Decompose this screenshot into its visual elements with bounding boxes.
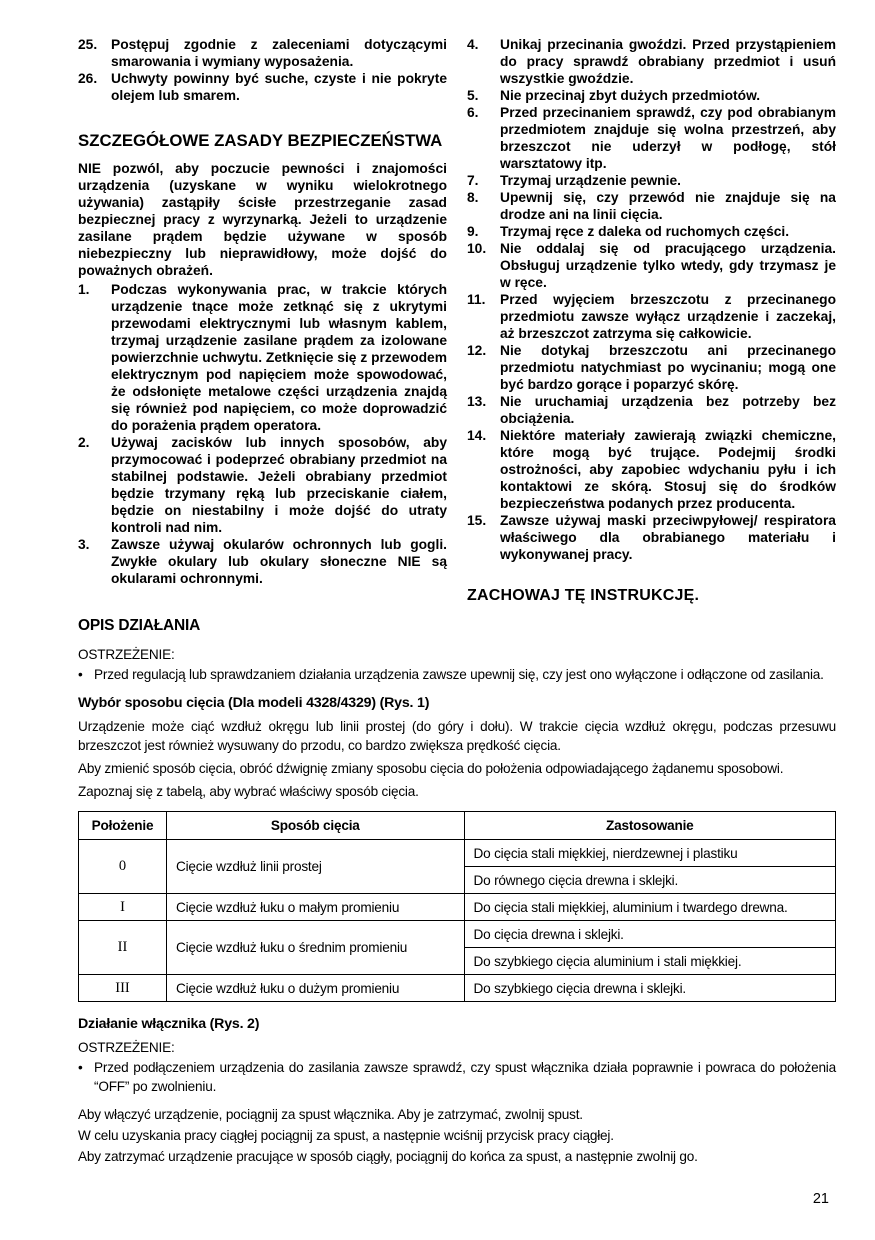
cutting-mode-table bbox=[78, 811, 836, 1002]
safety-item bbox=[78, 281, 447, 434]
column-header-position: Położenie bbox=[79, 812, 167, 840]
position-value: III bbox=[79, 975, 167, 1002]
item-number: 10. bbox=[467, 241, 487, 256]
switch-section-heading: Działanie włącznika (Rys. 2) bbox=[78, 1016, 260, 1032]
item-number: 1. bbox=[78, 282, 90, 297]
mode-value: Cięcie wzdłuż łuku o dużym promieniu bbox=[166, 975, 464, 1002]
item-text: Podczas wykonywania prac, w trakcie których urządzenie tnące może zetknąć się z ukrytymi przewodami elektrycznymi lub własnym kablem, trzymaj urządzenie zasilane prądem za izolowane powierzchnie uchwytu. Zetknięcie się z przewodem elektrycznym pod napięciem może spowodować, że odsłonięte metalowe części urządzenia znajdą się również pod napięciem, co może doprowadzić do porażenia prądem operatora. bbox=[111, 282, 447, 433]
item-number: 11. bbox=[467, 292, 486, 307]
mode-section-heading: Wybór sposobu cięcia (Dla modeli 4328/4329) (Rys. 1) bbox=[78, 695, 430, 711]
item-number: 9. bbox=[467, 224, 479, 239]
item-text: Zawsze używaj okularów ochronnych lub gogli. Zwykłe okulary lub okulary słoneczne NIE są okularami ochronnymi. bbox=[111, 537, 447, 586]
bullet-icon: • bbox=[78, 667, 83, 682]
table-row bbox=[79, 894, 836, 921]
item-text: Postępuj zgodnie z zaleceniami dotyczącymi smarowania i wymiany wyposażenia. bbox=[111, 37, 447, 69]
switch-section bbox=[78, 1015, 836, 1166]
table-row bbox=[79, 975, 836, 1002]
item-number: 26. bbox=[78, 71, 98, 86]
safety-item bbox=[467, 172, 836, 189]
item-text: Nie oddalaj się od pracującego urządzenia. Obsługuj urządzenie tylko wtedy, gdy trzymasz je w ręce. bbox=[500, 241, 836, 290]
item-text: Przed przecinaniem sprawdź, czy pod obrabianym przedmiotem znajduje się wolna przestrzeń, aby brzeszczot nie uderzył w podłogę, stół warsztatowy itp. bbox=[500, 105, 836, 171]
item-number: 15. bbox=[467, 513, 487, 528]
table-row bbox=[79, 921, 836, 948]
table-row bbox=[79, 840, 836, 867]
item-text: Uchwyty powinny być suche, czyste i nie pokryte olejem lub smarem. bbox=[111, 71, 447, 103]
switch-paragraph: Aby zatrzymać urządzenie pracujące w sposób ciągły, pociągnij do końca za spust, a następnie zwolnij go. bbox=[78, 1149, 698, 1164]
mode-value: Cięcie wzdłuż linii prostej bbox=[166, 840, 464, 894]
save-instruction-heading: ZACHOWAJ TĘ INSTRUKCJĘ. bbox=[467, 587, 700, 604]
item-text: Nie uruchamiaj urządzenia bez potrzeby bez obciążenia. bbox=[500, 394, 836, 426]
warning-text: Przed regulacją lub sprawdzaniem działania urządzenia zawsze upewnij się, czy jest ono wyłączone i odłączone od zasilania. bbox=[94, 667, 824, 682]
item-text: Unikaj przecinania gwoździ. Przed przystąpieniem do pracy sprawdź obrabiany przedmiot i usuń wszystkie gwoździe. bbox=[500, 37, 836, 86]
safety-item bbox=[467, 87, 836, 104]
item-number: 13. bbox=[467, 394, 487, 409]
safety-item bbox=[467, 393, 836, 427]
column-header-application: Zastosowanie bbox=[464, 812, 835, 840]
item-text: Nie dotykaj brzeszczotu ani przecinanego przedmiotu natychmiast po wycinaniu; mogą one być bardzo gorące i poparzyć skórę. bbox=[500, 343, 836, 392]
bullet-icon: • bbox=[78, 1060, 83, 1075]
item-text: Upewnij się, czy przewód nie znajduje się na drodze ani na linii cięcia. bbox=[500, 190, 836, 222]
safety-item bbox=[467, 240, 836, 291]
safety-section-heading: SZCZEGÓŁOWE ZASADY BEZPIECZEŃSTWA bbox=[78, 131, 443, 150]
safety-item bbox=[78, 36, 447, 70]
item-text: Przed wyjęciem brzeszczotu z przecinanego przedmiotu zawsze wyłącz urządzenie i zaczekaj, aż brzeszczot zatrzyma się całkowicie. bbox=[500, 292, 836, 341]
item-text: Trzymaj urządzenie pewnie. bbox=[500, 173, 681, 188]
safety-item bbox=[467, 512, 836, 563]
item-number: 6. bbox=[467, 105, 479, 120]
item-number: 4. bbox=[467, 37, 479, 52]
safety-item bbox=[78, 70, 447, 104]
safety-item bbox=[467, 291, 836, 342]
safety-item bbox=[78, 536, 447, 587]
item-text: Używaj zacisków lub innych sposobów, aby przymocować i podeprzeć obrabiany przedmiot na stabilnej podstawie. Jeżeli obrabiany przedmiot będzie trzymany ręką lub przeciskanie ciałem, będzie on niestabilny i może dojść do utraty kontroli nad nim. bbox=[111, 435, 447, 535]
item-text: Trzymaj ręce z daleka od ruchomych części. bbox=[500, 224, 790, 239]
mode-value: Cięcie wzdłuż łuku o średnim promieniu bbox=[166, 921, 464, 975]
item-text: Nie przecinaj zbyt dużych przedmiotów. bbox=[500, 88, 761, 103]
safety-item bbox=[78, 434, 447, 536]
switch-paragraphs bbox=[78, 1105, 836, 1166]
safety-item bbox=[467, 342, 836, 393]
item-number: 3. bbox=[78, 537, 90, 552]
safety-intro-paragraph: NIE pozwól, aby poczucie pewności i znajomości urządzenia (uzyskane w wyniku wielokrotnego używania) zastąpiły ścisłe przestrzeganie zasad bezpiecznej pracy z wyrzynarką. Jeżeli to urządzenie zasilane prądem będzie używane w sposób niebezpieczny lub nieprawidłowy, może dojść do poważnych obrażeń. bbox=[78, 161, 447, 278]
warning-text: Przed podłączeniem urządzenia do zasilania zawsze sprawdź, czy spust włącznika działa poprawnie i powraca do położenia “OFF” po zwolnieniu. bbox=[94, 1060, 836, 1094]
application-value: Do równego cięcia drewna i sklejki. bbox=[464, 867, 835, 894]
item-number: 25. bbox=[78, 37, 98, 52]
page-number: 21 bbox=[812, 1191, 829, 1207]
operation-heading: OPIS DZIAŁANIA bbox=[78, 617, 201, 634]
application-value: Do cięcia stali miękkiej, nierdzewnej i plastiku bbox=[464, 840, 835, 867]
mode-value: Cięcie wzdłuż łuku o małym promieniu bbox=[166, 894, 464, 921]
application-value: Do szybkiego cięcia aluminium i stali miękkiej. bbox=[464, 948, 835, 975]
safety-left-column bbox=[78, 36, 447, 604]
position-value: 0 bbox=[79, 840, 167, 894]
switch-paragraph: Aby włączyć urządzenie, pociągnij za spust włącznika. Aby je zatrzymać, zwolnij spust. bbox=[78, 1107, 583, 1122]
mode-paragraph: Aby zmienić sposób cięcia, obróć dźwignię zmiany sposobu cięcia do położenia odpowiadającego żądanemu sposobowi. bbox=[78, 761, 784, 776]
table-header-row bbox=[79, 812, 836, 840]
safety-columns bbox=[78, 36, 836, 604]
application-value: Do cięcia stali miękkiej, aluminium i twardego drewna. bbox=[464, 894, 835, 921]
warning-bullet-item bbox=[78, 1058, 836, 1096]
operation-section bbox=[78, 616, 836, 1166]
safety-item bbox=[467, 223, 836, 240]
application-value: Do cięcia drewna i sklejki. bbox=[464, 921, 835, 948]
item-number: 5. bbox=[467, 88, 479, 103]
warning-bullet-item bbox=[78, 665, 836, 684]
switch-paragraph: W celu uzyskania pracy ciągłej pociągnij za spust, a następnie wciśnij przycisk pracy ciągłej. bbox=[78, 1128, 614, 1143]
safety-right-column bbox=[467, 36, 836, 604]
safety-item bbox=[467, 427, 836, 512]
safety-item bbox=[467, 189, 836, 223]
position-value: II bbox=[79, 921, 167, 975]
warning-label: OSTRZEŻENIE: bbox=[78, 1040, 175, 1055]
mode-paragraph: Zapoznaj się z tabelą, aby wybrać właściwy sposób cięcia. bbox=[78, 784, 419, 799]
safety-item bbox=[467, 104, 836, 172]
page-content bbox=[78, 36, 836, 1168]
safety-item bbox=[467, 36, 836, 87]
item-number: 14. bbox=[467, 428, 487, 443]
item-number: 2. bbox=[78, 435, 90, 450]
item-number: 12. bbox=[467, 343, 487, 358]
item-number: 8. bbox=[467, 190, 479, 205]
item-text: Zawsze używaj maski przeciwpyłowej/ respiratora właściwego dla obrabianego materiału i wykonywanej pracy. bbox=[500, 513, 836, 562]
item-number: 7. bbox=[467, 173, 479, 188]
warning-label: OSTRZEŻENIE: bbox=[78, 647, 175, 662]
column-header-mode: Sposób cięcia bbox=[166, 812, 464, 840]
mode-paragraph: Urządzenie może ciąć wzdłuż okręgu lub linii prostej (do góry i dołu). W trakcie cięcia wzdłuż okręgu, podczas przesuwu brzeszczot jest również wysuwany do przodu, co bardzo zwiększa prędkość cięcia. bbox=[78, 719, 836, 753]
position-value: I bbox=[79, 894, 167, 921]
application-value: Do szybkiego cięcia drewna i sklejki. bbox=[464, 975, 835, 1002]
item-text: Niektóre materiały zawierają związki chemiczne, które mogą być trujące. Podejmij środki ostrożności, aby zapobiec wdychaniu pyłu i ich kontaktowi ze skórą. Stosuj się do środków bezpieczeństwa podanych przez producenta. bbox=[500, 428, 836, 511]
